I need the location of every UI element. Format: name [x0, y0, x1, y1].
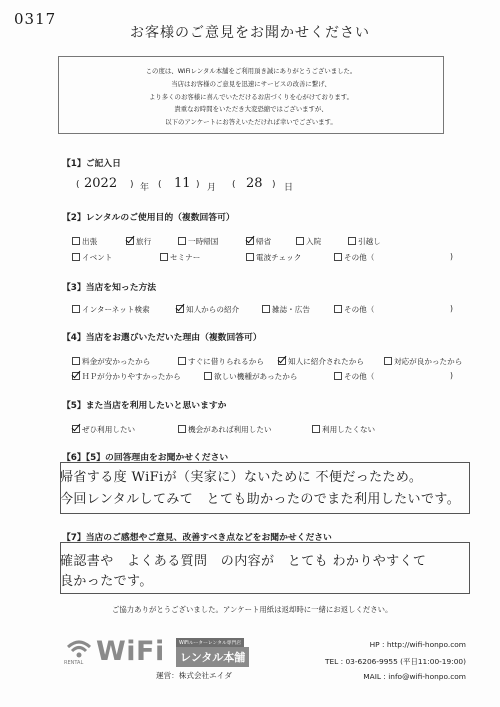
- q4-option-quick-rental[interactable]: すぐに借りられるから: [178, 356, 264, 367]
- intro-line: より多くのお客様に喜んでいただけるお店づくりを心がけております。: [149, 92, 353, 101]
- q3-option-internet-search[interactable]: インターネット検索: [72, 304, 150, 315]
- thanks-message: ご協力ありがとうございました。アンケート用紙は返却時に一緒にお返しください。: [112, 605, 393, 614]
- logo-wifi-text: WiFi: [96, 636, 165, 667]
- logo-store-name: レンタル本舗: [176, 647, 249, 667]
- q3-option-other[interactable]: その他（: [334, 304, 374, 315]
- q2-option-homecoming[interactable]: 帰省: [246, 236, 271, 247]
- date-open-paren: (: [158, 180, 162, 190]
- q6-heading: 【6】【5】の回答理由をお聞かせください: [62, 453, 229, 463]
- q3-heading: 【3】当店を知った方法: [62, 283, 157, 293]
- date-year-value[interactable]: 2022: [84, 176, 118, 191]
- q5-option-definitely[interactable]: ぜひ利用したい: [72, 424, 135, 435]
- logo-tagline: WiFiルーターレンタル専門店: [176, 638, 244, 647]
- q4-other-close: ): [450, 371, 453, 380]
- q6-answer-line: 帰省する度 WiFiが（実家に）ないために 不便だったため。: [60, 470, 423, 485]
- q4-option-cheap[interactable]: 料金が安かったから: [72, 356, 150, 367]
- contact-tel[interactable]: TEL : 03-6206-9955 (平日11:00-19:00): [324, 657, 466, 666]
- checkbox[interactable]: [334, 305, 342, 313]
- q4-option-desired-model[interactable]: 欲しい機種があったから: [204, 371, 297, 382]
- q2-heading: 【2】レンタルのご使用目的（複数回答可）: [62, 213, 235, 223]
- checkbox[interactable]: [334, 253, 342, 261]
- q2-option-event[interactable]: イベント: [72, 252, 112, 263]
- q6-answer-line: 今回レンタルしてみて とても助かったのでまた利用したいです。: [60, 492, 461, 507]
- checkbox-checked[interactable]: [72, 372, 80, 380]
- q2-other-close: ): [450, 252, 453, 261]
- q2-option-business-trip[interactable]: 出張: [72, 236, 97, 247]
- q5-option-no[interactable]: 利用したくない: [312, 424, 375, 435]
- wifi-signal-icon: [66, 638, 92, 660]
- checkbox[interactable]: [262, 305, 270, 313]
- contact-hp[interactable]: HP : http://wifi-honpo.com: [369, 640, 466, 649]
- checkbox-checked[interactable]: [126, 237, 134, 245]
- checkbox[interactable]: [348, 237, 356, 245]
- q5-heading: 【5】また当店を利用したいと思いますか: [62, 401, 227, 411]
- date-year-unit: 年: [140, 183, 150, 193]
- checkbox-checked[interactable]: [278, 357, 286, 365]
- date-close-paren: ): [196, 180, 200, 190]
- date-month-unit: 月: [207, 183, 217, 193]
- checkbox[interactable]: [178, 237, 186, 245]
- checkbox[interactable]: [72, 253, 80, 261]
- checkbox[interactable]: [246, 253, 254, 261]
- q5-option-maybe[interactable]: 機会があれば利用したい: [178, 424, 272, 435]
- q3-option-referral[interactable]: 知人からの紹介: [176, 304, 239, 315]
- date-close-paren: ): [130, 180, 134, 190]
- q2-option-travel[interactable]: 旅行: [126, 236, 151, 247]
- checkbox[interactable]: [384, 357, 392, 365]
- q3-other-close: ): [450, 304, 453, 313]
- q4-option-website[interactable]: ＨＰが分かりやすかったから: [72, 371, 181, 382]
- checkbox[interactable]: [160, 253, 168, 261]
- q4-heading: 【4】当店をお選びいただいた理由（複数回答可）: [62, 333, 262, 343]
- page-title: お客様のご意見をお聞かせください: [130, 25, 370, 41]
- date-open-paren: (: [76, 180, 80, 190]
- checkbox[interactable]: [296, 237, 304, 245]
- intro-line: 以下のアンケートにお答えいただければ幸いでございます。: [165, 118, 337, 127]
- date-day-value[interactable]: 28: [246, 176, 263, 191]
- q4-option-good-service[interactable]: 対応が良かったから: [384, 356, 462, 367]
- q2-option-hospital[interactable]: 入院: [296, 236, 321, 247]
- checkbox[interactable]: [312, 425, 320, 433]
- q2-option-signal-check[interactable]: 電波チェック: [246, 252, 301, 263]
- intro-line: 当店はお客様のご意見を迅速にサービスの改善に繋げ、: [171, 79, 331, 88]
- checkbox-checked[interactable]: [176, 305, 184, 313]
- contact-mail[interactable]: MAIL : info@wifi-honpo.com: [363, 672, 466, 681]
- q2-option-moving[interactable]: 引越し: [348, 236, 381, 247]
- logo-rental-text: RENTAL: [64, 660, 84, 666]
- company-name: 運営：株式会社エイダ: [156, 671, 232, 680]
- intro-box: [58, 56, 444, 134]
- date-month-value[interactable]: 11: [174, 176, 191, 191]
- document-id: 0317: [14, 10, 57, 28]
- q4-option-other[interactable]: その他（: [334, 371, 374, 382]
- checkbox[interactable]: [178, 425, 186, 433]
- checkbox-checked[interactable]: [72, 425, 80, 433]
- intro-line: 貴重なお時間をいただき大変恐縮ではございますが、: [174, 105, 328, 114]
- q2-option-other[interactable]: その他（: [334, 252, 374, 263]
- q1-heading: 【1】ご記入日: [62, 159, 121, 169]
- intro-line: この度は、WiFiレンタル本舗をご利用頂き誠にありがとうございました。: [145, 67, 357, 75]
- q7-heading: 【7】当店のご感想やご意見、改善すべき点などをお聞かせください: [62, 533, 332, 543]
- checkbox-checked[interactable]: [246, 237, 254, 245]
- q3-option-magazine-ad[interactable]: 雑誌・広告: [262, 304, 310, 315]
- checkbox[interactable]: [178, 357, 186, 365]
- q2-option-seminar[interactable]: セミナー: [160, 252, 200, 263]
- q7-answer-line: 良かったです。: [60, 574, 153, 589]
- date-open-paren: (: [232, 180, 236, 190]
- date-close-paren: ): [272, 180, 276, 190]
- checkbox[interactable]: [72, 237, 80, 245]
- checkbox[interactable]: [72, 357, 80, 365]
- checkbox[interactable]: [334, 372, 342, 380]
- checkbox[interactable]: [72, 305, 80, 313]
- q2-option-temporary-return[interactable]: 一時帰国: [178, 236, 218, 247]
- checkbox[interactable]: [204, 372, 212, 380]
- date-day-unit: 日: [284, 183, 294, 193]
- q4-option-referred[interactable]: 知人に紹介されたから: [278, 356, 364, 367]
- q7-answer-line: 確認書や よくある質問 の内容が とても わかりやすくて: [60, 554, 427, 569]
